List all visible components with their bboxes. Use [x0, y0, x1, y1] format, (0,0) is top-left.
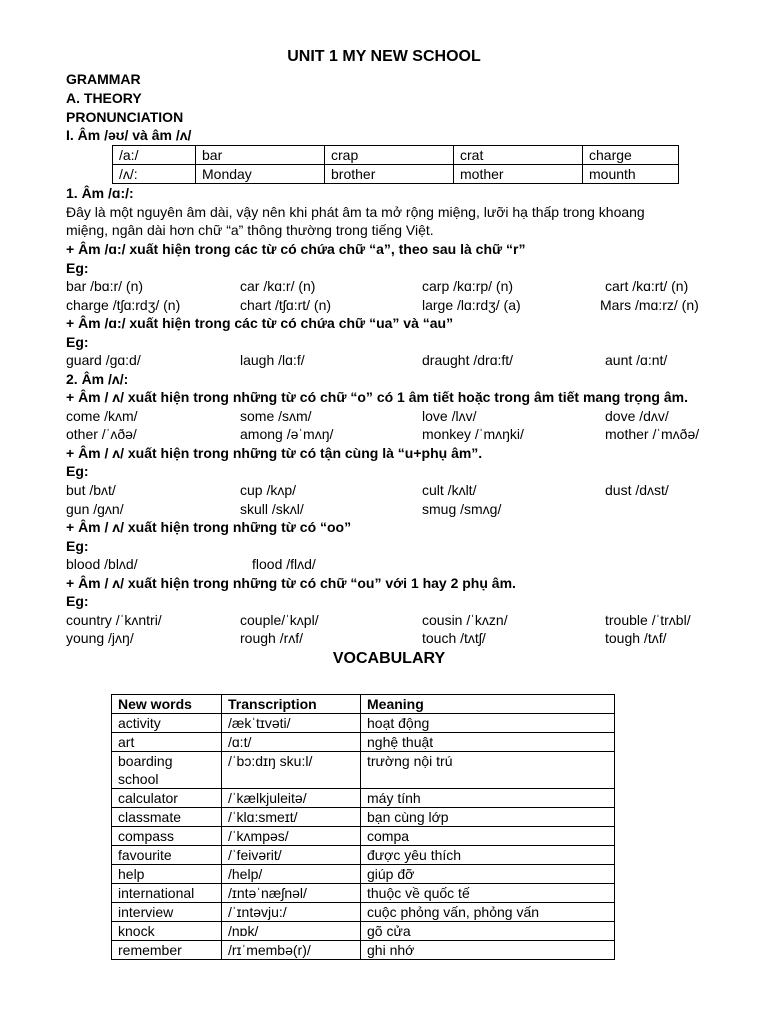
table-cell: /ɑ:t/ — [222, 733, 361, 752]
example-word: gun /gʌn/ — [66, 501, 124, 517]
table-cell: favourite — [112, 846, 222, 865]
table-cell: hoạt động — [361, 714, 615, 733]
example-word: cup /kʌp/ — [240, 482, 297, 498]
eg-label: Eg: — [66, 593, 89, 609]
example-word: cart /kɑ:rt/ (n) — [605, 278, 689, 294]
heading-theory: A. THEORY — [66, 90, 142, 106]
vocabulary-table-body — [112, 714, 615, 960]
table-row — [112, 808, 615, 827]
heading-a-sound: 1. Âm /ɑ:/: — [66, 185, 134, 201]
table-cell: boarding school — [112, 752, 222, 789]
table-cell: /ˈbɔ:dɪŋ sku:l/ — [222, 752, 361, 789]
table-cell: /ˈfeivərit/ — [222, 846, 361, 865]
table-cell: /ɪntəˈnæʃnəl/ — [222, 884, 361, 903]
table-cell: /ˈkʌmpəs/ — [222, 827, 361, 846]
example-word: dove /dʌv/ — [605, 408, 669, 424]
table-row — [113, 165, 679, 184]
table-header-row — [112, 695, 615, 714]
example-word: flood /flʌd/ — [252, 556, 316, 572]
table-row — [112, 903, 615, 922]
table-cell: remember — [112, 941, 222, 960]
table-cell: classmate — [112, 808, 222, 827]
table-row — [112, 884, 615, 903]
vocabulary-table — [111, 694, 615, 960]
example-word: other /ˈʌðə/ — [66, 426, 137, 442]
table-cell: /ækˈtɪvəti/ — [222, 714, 361, 733]
table-row — [112, 846, 615, 865]
example-word: guard /gɑ:d/ — [66, 352, 141, 368]
example-word: dust /dʌst/ — [605, 482, 669, 498]
description-line: Đây là một nguyên âm dài, vậy nên khi phát âm ta mở rộng miệng, lưỡi hạ thấp trong khoang — [66, 204, 645, 220]
example-word: smug /smʌg/ — [422, 501, 502, 517]
table-row — [113, 146, 679, 165]
example-word: country /ˈkʌntri/ — [66, 612, 162, 628]
table-cell: calculator — [112, 789, 222, 808]
example-word: aunt /ɑ:nt/ — [605, 352, 668, 368]
table-cell: /ˈklɑ:smeɪt/ — [222, 808, 361, 827]
example-word: car /kɑ:r/ (n) — [240, 278, 316, 294]
table-cell: charge — [583, 146, 679, 165]
table-cell: /nɒk/ — [222, 922, 361, 941]
table-row — [112, 714, 615, 733]
description-line: miệng, ngân dài hơn chữ “a” thông thường trong tiếng Việt. — [66, 222, 434, 238]
column-header: Meaning — [361, 695, 615, 714]
example-word: some /sʌm/ — [240, 408, 312, 424]
table-cell: /ˈɪntəvju:/ — [222, 903, 361, 922]
example-word: among /əˈmʌŋ/ — [240, 426, 334, 442]
table-cell: /rɪˈmembə(r)/ — [222, 941, 361, 960]
table-cell: gõ cửa — [361, 922, 615, 941]
example-word: cousin /ˈkʌzn/ — [422, 612, 508, 628]
table-cell: knock — [112, 922, 222, 941]
example-word: draught /drɑ:ft/ — [422, 352, 514, 368]
example-word: mother /ˈmʌðə/ — [605, 426, 700, 442]
table-cell: crat — [454, 146, 583, 165]
column-header: New words — [112, 695, 222, 714]
eg-label: Eg: — [66, 334, 89, 350]
heading-grammar: GRAMMAR — [66, 71, 141, 87]
example-word: charge /tʃɑ:rdʒ/ (n) — [66, 297, 181, 313]
table-row — [112, 941, 615, 960]
example-word: couple/ˈkʌpl/ — [240, 612, 319, 628]
table-cell: international — [112, 884, 222, 903]
table-cell: /help/ — [222, 865, 361, 884]
table-cell: bar — [196, 146, 325, 165]
table-cell: help — [112, 865, 222, 884]
table-cell: thuộc về quốc tế — [361, 884, 615, 903]
table-cell: trường nội trú — [361, 752, 615, 789]
example-word: Mars /mɑ:rz/ (n) — [600, 297, 699, 313]
rule-line: + Âm /ɑ:/ xuất hiện trong các từ có chứa chữ “a”, theo sau là chữ “r” — [66, 241, 526, 257]
example-word: bar /bɑ:r/ (n) — [66, 278, 144, 294]
example-word: rough /rʌf/ — [240, 630, 304, 646]
heading-section-1: I. Âm /əʊ/ và âm /ʌ/ — [66, 127, 192, 143]
table-cell: crap — [325, 146, 454, 165]
pronunciation-table — [112, 145, 679, 184]
example-word: blood /blʌd/ — [66, 556, 138, 572]
table-cell: interview — [112, 903, 222, 922]
table-cell: mother — [454, 165, 583, 184]
table-cell: ghi nhớ — [361, 941, 615, 960]
example-word: monkey /ˈmʌŋki/ — [422, 426, 524, 442]
example-word: young /jʌŋ/ — [66, 630, 134, 646]
table-row — [112, 789, 615, 808]
table-row — [112, 752, 615, 789]
rule-line: + Âm / ʌ/ xuất hiện trong những từ có chữ “ou” với 1 hay 2 phụ âm. — [66, 575, 516, 591]
rule-line: + Âm / ʌ/ xuất hiện trong những từ có chữ “o” có 1 âm tiết hoặc trong âm tiết mang trọng âm. — [66, 389, 688, 405]
table-cell: mounth — [583, 165, 679, 184]
table-cell: bạn cùng lớp — [361, 808, 615, 827]
example-word: tough /tʌf/ — [605, 630, 667, 646]
vocabulary-title: VOCABULARY — [332, 650, 446, 667]
table-cell: /a:/ — [113, 146, 196, 165]
example-word: skull /skʌl/ — [240, 501, 304, 517]
eg-label: Eg: — [66, 538, 89, 554]
column-header: Transcription — [222, 695, 361, 714]
table-cell: activity — [112, 714, 222, 733]
example-word: come /kʌm/ — [66, 408, 138, 424]
table-cell: compass — [112, 827, 222, 846]
eg-label: Eg: — [66, 463, 89, 479]
table-cell: Monday — [196, 165, 325, 184]
table-row — [112, 827, 615, 846]
example-word: cult /kʌlt/ — [422, 482, 477, 498]
example-word: love /lʌv/ — [422, 408, 477, 424]
table-cell: giúp đỡ — [361, 865, 615, 884]
table-cell: máy tính — [361, 789, 615, 808]
example-word: trouble /ˈtrʌbl/ — [605, 612, 691, 628]
example-word: laugh /lɑ:f/ — [240, 352, 305, 368]
rule-line: + Âm /ɑ:/ xuất hiện trong các từ có chứa chữ “ua” và “au” — [66, 315, 454, 331]
table-cell: art — [112, 733, 222, 752]
rule-line: + Âm / ʌ/ xuất hiện trong những từ có tận cùng là “u+phụ âm”. — [66, 445, 483, 461]
example-word: touch /tʌtʃ/ — [422, 630, 486, 646]
table-row — [112, 733, 615, 752]
example-word: carp /kɑ:rp/ (n) — [422, 278, 514, 294]
rule-line: + Âm / ʌ/ xuất hiện trong những từ có “oo” — [66, 519, 352, 535]
heading-v-sound: 2. Âm /ʌ/: — [66, 371, 129, 387]
table-cell: /ˈkælkjuleitə/ — [222, 789, 361, 808]
table-cell: compa — [361, 827, 615, 846]
example-word: large /lɑ:rdʒ/ (a) — [422, 297, 521, 313]
example-word: chart /tʃɑ:rt/ (n) — [240, 297, 332, 313]
heading-pronunciation: PRONUNCIATION — [66, 109, 184, 125]
eg-label: Eg: — [66, 260, 89, 276]
table-cell: /ʌ/: — [113, 165, 196, 184]
page-title: UNIT 1 MY NEW SCHOOL — [287, 48, 481, 65]
table-row — [112, 922, 615, 941]
table-cell: cuộc phỏng vấn, phỏng vấn — [361, 903, 615, 922]
table-cell: được yêu thích — [361, 846, 615, 865]
example-word: but /bʌt/ — [66, 482, 116, 498]
table-row — [112, 865, 615, 884]
table-cell: nghệ thuật — [361, 733, 615, 752]
table-cell: brother — [325, 165, 454, 184]
